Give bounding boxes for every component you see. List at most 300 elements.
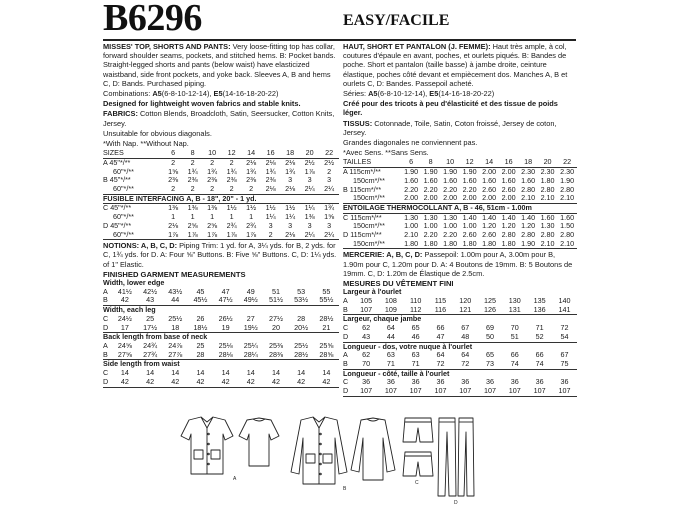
- table-cell: 2½: [304, 157, 315, 167]
- table-cell: 14: [246, 368, 255, 378]
- table-cell: 52: [527, 333, 552, 342]
- table-cell: 2.30: [560, 167, 575, 177]
- table-cell: 18½: [188, 324, 213, 333]
- table-cell: 2.00: [401, 194, 420, 203]
- size-cell: 10: [202, 149, 222, 158]
- table-cell: 1.90: [518, 240, 537, 249]
- table-cell: 2⅜: [207, 175, 218, 185]
- yardage-table: [103, 149, 339, 240]
- table-row: [343, 333, 577, 342]
- table-row: [343, 387, 577, 396]
- table-cell: 2: [261, 231, 281, 240]
- table-cell: 1.20: [521, 221, 536, 231]
- table-cell: 27⅝: [112, 351, 137, 360]
- table-cell: 14: [221, 368, 230, 378]
- table-cell: 1.60: [404, 175, 419, 185]
- size-cell: 12: [460, 158, 479, 167]
- table-cell: 2¼: [319, 185, 339, 194]
- table-cell: 20: [263, 324, 288, 333]
- combinations-label: Combinations:: [103, 89, 151, 99]
- description-title: MISSES' TOP, SHORTS AND PANTS:: [103, 42, 231, 51]
- table-cell: 107: [354, 387, 379, 396]
- table-cell: 2.20: [443, 230, 458, 240]
- table-cell: 55½: [314, 296, 339, 305]
- table-cell: 24⅝: [117, 341, 132, 350]
- table-cell: 2: [241, 185, 261, 194]
- table-cell: 14: [146, 368, 155, 378]
- table-cell: 24⅞: [168, 341, 183, 350]
- table-cell: 2.00: [440, 194, 459, 203]
- table-cell: 1⅜: [304, 212, 315, 222]
- designed-for: Designed for lightweight woven fabrics and stable knits.: [103, 99, 301, 109]
- table-cell: 2⅛: [280, 231, 300, 240]
- interfacing-heading-fr: ENTOILAGE THERMOCOLLANT A, B - 46, 51cm - 1.00m: [343, 203, 577, 213]
- table-cell: 54: [552, 333, 577, 342]
- table-cell: 2.80: [540, 184, 555, 194]
- measurement-group-title: Longueur - côté, taille à l'ourlet: [343, 368, 450, 378]
- row-label: C: [343, 377, 349, 387]
- table-cell: 3: [327, 220, 332, 230]
- table-cell: 28: [297, 313, 306, 323]
- table-cell: 2.00: [460, 194, 479, 203]
- table-cell: 1.80: [401, 240, 420, 249]
- table-cell: 42: [263, 378, 288, 387]
- table-cell: 107: [428, 387, 453, 396]
- header: [103, 0, 583, 40]
- table-cell: 20½: [289, 324, 314, 333]
- table-cell: 1.60: [423, 175, 438, 185]
- table-row: [103, 378, 339, 387]
- table-cell: 55: [322, 286, 331, 296]
- table-cell: 2.80: [521, 230, 536, 240]
- measurement-group-title: Largeur, chaque jambe: [343, 314, 422, 324]
- table-cell: 2.20: [423, 184, 438, 194]
- table-cell: 2.60: [501, 184, 516, 194]
- table-cell: 1.40: [462, 212, 477, 222]
- size-cell: 6: [401, 158, 420, 167]
- description-fr: [343, 42, 577, 88]
- table-row: [343, 240, 577, 249]
- table-cell: 24½: [117, 313, 132, 323]
- row-label: 60"*/**: [113, 212, 134, 222]
- table-cell: 2: [190, 157, 195, 167]
- table-cell: 47: [428, 333, 453, 342]
- row-label: B: [343, 306, 354, 315]
- table-cell: 1¼: [265, 212, 276, 222]
- table-cell: 120: [459, 295, 472, 305]
- table-cell: 2.20: [443, 184, 458, 194]
- table-cell: 2.10: [518, 194, 537, 203]
- table-row: [103, 213, 339, 222]
- row-label: A: [343, 295, 348, 305]
- table-cell: 25: [146, 313, 155, 323]
- table-cell: 42: [163, 378, 188, 387]
- table-cell: 51: [271, 286, 280, 296]
- row-label: 150cm*/**: [343, 194, 401, 203]
- table-cell: 64: [461, 350, 470, 360]
- table-cell: 1.90: [560, 175, 575, 185]
- table-cell: 108: [384, 295, 397, 305]
- row-label: B 45"*/**: [103, 175, 131, 185]
- row-label: D: [103, 324, 112, 333]
- table-cell: 28⅝: [314, 351, 339, 360]
- header-rule: [103, 39, 576, 41]
- table-cell: 36: [510, 377, 519, 387]
- table-cell: 46: [403, 333, 428, 342]
- view-label-b: B: [343, 486, 347, 492]
- table-cell: 2.10: [557, 194, 577, 203]
- row-label: 60"*/**: [103, 231, 163, 240]
- table-cell: 1⅜: [168, 203, 179, 213]
- table-cell: 1½: [226, 203, 237, 213]
- notions-fr: [343, 250, 577, 278]
- table-cell: 64: [436, 350, 445, 360]
- table-cell: 1¾: [226, 166, 237, 176]
- table-cell: 67: [461, 323, 470, 333]
- table-cell: 1⅞: [183, 231, 203, 240]
- table-cell: 43: [138, 296, 163, 305]
- table-cell: 2⅝: [187, 220, 198, 230]
- table-cell: 1.30: [443, 212, 458, 222]
- row-label: B 115cm*/**: [343, 184, 382, 194]
- table-cell: 70: [354, 360, 379, 369]
- table-cell: 135: [533, 295, 546, 305]
- table-cell: 2.60: [482, 230, 497, 240]
- table-cell: 14: [297, 368, 306, 378]
- table-cell: 2.80: [560, 184, 575, 194]
- row-label: C: [103, 368, 109, 378]
- table-cell: 2.80: [501, 230, 516, 240]
- table-cell: 41½: [117, 286, 132, 296]
- sizes-label-fr: TAILLES: [343, 158, 401, 167]
- table-row: [343, 360, 577, 369]
- combo-a: A5: [152, 89, 162, 99]
- table-cell: 25: [196, 341, 205, 350]
- description-body: Very loose-fitting top has collar, forward shoulder seams, pockets, and stitched hems. B: Pocket bands. Straight-legged shorts and pants (below waist) have elasticized waistband, side front pockets, and yoke back. Sleeves A, B and hems C, D: Bands. Purchased piping.: [103, 42, 336, 88]
- table-cell: 2¾: [246, 220, 257, 230]
- table-cell: 64: [386, 323, 395, 333]
- table-cell: 1⅝: [324, 212, 335, 222]
- finished-measurements-title-fr: MESURES DU VÊTEMENT FINI: [343, 279, 454, 289]
- table-cell: 1.20: [482, 221, 497, 231]
- nap-note: *With Nap. **Without Nap.: [103, 139, 189, 149]
- table-cell: 36: [411, 377, 420, 387]
- table-cell: 71: [403, 360, 428, 369]
- table-cell: 67: [560, 350, 569, 360]
- table-cell: 14: [171, 368, 180, 378]
- table-cell: 3: [307, 220, 312, 230]
- sizes-label: SIZES: [103, 149, 163, 158]
- fabrics-label: FABRICS:: [103, 109, 138, 119]
- table-cell: 2⅝: [207, 220, 218, 230]
- table-cell: 25⅛: [218, 341, 233, 350]
- table-cell: 1¾: [265, 166, 276, 176]
- description-title-fr: HAUT, SHORT ET PANTALON (J. FEMME):: [343, 42, 491, 51]
- table-cell: 43½: [168, 286, 183, 296]
- table-cell: 25½: [294, 341, 309, 350]
- table-cell: 2: [183, 185, 203, 194]
- table-cell: 1: [210, 212, 215, 222]
- table-cell: 1.20: [501, 221, 516, 231]
- table-cell: 2.80: [540, 230, 555, 240]
- row-label: C: [103, 313, 109, 323]
- notions-body-fr: Passepoil: 1.00m pour A, 3.00m pour B, 1.90m pour C, 1.20m pour D. A: 4 Boutons de 19mm. B: 5 Boutons de 19mm. C, D: 1.20m de Élastique de 2.5cm.: [343, 250, 573, 278]
- table-cell: 36: [560, 377, 569, 387]
- table-cell: 2.10: [538, 240, 557, 249]
- size-cell: 10: [440, 158, 459, 167]
- garment-illustrations: [175, 414, 475, 506]
- table-cell: 42: [138, 378, 163, 387]
- measurement-group-title: Width, lower edge: [103, 278, 165, 288]
- table-cell: 21: [314, 324, 339, 333]
- table-cell: 1½: [285, 203, 296, 213]
- table-cell: 42: [188, 378, 213, 387]
- row-label: B: [103, 296, 112, 305]
- table-cell: 141: [552, 306, 577, 315]
- table-row: [103, 204, 339, 213]
- fabrics-body-fr: Cotonnade, Toile, Satin, Coton froissé, Jersey de coton, Jersey.: [343, 118, 557, 137]
- table-cell: 71: [379, 360, 404, 369]
- row-label: D: [103, 378, 112, 387]
- fabrics-fr: [343, 119, 577, 137]
- table-cell: 1⅝: [168, 166, 179, 176]
- table-cell: 140: [558, 295, 571, 305]
- yardage-table-fr: [343, 158, 577, 249]
- size-cell: 22: [319, 149, 339, 158]
- size-cell: 20: [538, 158, 557, 167]
- table-cell: 36: [535, 377, 544, 387]
- table-cell: 2.10: [538, 194, 557, 203]
- table-cell: 42: [238, 378, 263, 387]
- table-cell: 36: [386, 377, 395, 387]
- table-cell: 107: [354, 306, 379, 315]
- table-cell: 74: [502, 360, 527, 369]
- table-cell: 2¼: [300, 231, 320, 240]
- table-cell: 107: [527, 387, 552, 396]
- table-cell: 72: [453, 360, 478, 369]
- table-cell: 110: [409, 295, 422, 305]
- table-cell: 125: [484, 295, 497, 305]
- table-cell: 36: [362, 377, 371, 387]
- table-cell: 2: [229, 157, 234, 167]
- table-cell: 2: [171, 157, 176, 167]
- description-body-fr: Haut très ample, à col, coutures d'épaule en avant, poches, et ourlets piqués. B: Bandes de poche. Short et pantalon (taille basse) à jambe droite, ceinture élastique, poches côté devant et empiècement dos. Manches A, B et ourlets C, D: Bandes. Passepoil acheté.: [343, 42, 568, 88]
- table-cell: 27½: [268, 313, 283, 323]
- table-cell: 121: [453, 306, 478, 315]
- table-cell: 25½: [168, 313, 183, 323]
- table-cell: 1½: [246, 203, 257, 213]
- combo-a-sizes-fr: (6-8-10-12-14),: [377, 89, 428, 99]
- table-cell: 130: [508, 295, 521, 305]
- table-cell: 2⅛: [280, 185, 300, 194]
- size-cell: 6: [163, 149, 183, 158]
- size-cell: 12: [222, 149, 242, 158]
- table-cell: 2¼: [319, 231, 339, 240]
- table-cell: 74: [527, 360, 552, 369]
- table-cell: 1¾: [324, 203, 335, 213]
- table-cell: 2.80: [560, 230, 575, 240]
- table-cell: 69: [486, 323, 495, 333]
- table-cell: 44: [163, 296, 188, 305]
- table-cell: 36: [486, 377, 495, 387]
- unsuitable-note: Unsuitable for obvious diagonals.: [103, 128, 212, 138]
- table-cell: 3: [288, 175, 293, 185]
- table-cell: 18: [163, 324, 188, 333]
- table-cell: 1¾: [246, 166, 257, 176]
- finished-measurements-table-fr: [343, 288, 577, 396]
- table-cell: 2.00: [421, 194, 440, 203]
- view-label-d: D: [454, 500, 458, 506]
- table-cell: 27: [246, 313, 255, 323]
- table-cell: 3: [307, 175, 312, 185]
- table-cell: 66: [510, 350, 519, 360]
- table-cell: 14: [271, 368, 280, 378]
- table-cell: 1.60: [540, 212, 555, 222]
- table-cell: 27⅞: [163, 351, 188, 360]
- table-cell: 2.00: [482, 167, 497, 177]
- row-label: D: [343, 387, 354, 396]
- table-cell: 1.00: [423, 221, 438, 231]
- row-label: C 45"*/**: [103, 203, 132, 213]
- table-cell: 1.60: [462, 175, 477, 185]
- table-cell: 44: [379, 333, 404, 342]
- table-cell: 107: [502, 387, 527, 396]
- view-label-a: A: [233, 476, 237, 482]
- table-cell: 2.20: [462, 184, 477, 194]
- table-cell: 42: [112, 296, 137, 305]
- table-cell: 1: [190, 212, 195, 222]
- table-cell: 1.00: [462, 221, 477, 231]
- table-cell: 2.00: [501, 167, 516, 177]
- view-label-c: C: [415, 480, 419, 486]
- table-cell: 2.20: [423, 230, 438, 240]
- table-cell: 1.60: [521, 175, 536, 185]
- view-a-top-back: [239, 418, 279, 466]
- table-cell: 43: [354, 333, 379, 342]
- table-cell: 26½: [218, 313, 233, 323]
- table-cell: 1.80: [440, 240, 459, 249]
- combo-e: E5: [213, 89, 223, 99]
- table-row: [103, 158, 339, 167]
- size-cell: 14: [241, 149, 261, 158]
- table-cell: 1½: [265, 203, 276, 213]
- fabrics-body: Cotton Blends, Broadcloth, Satin, Seersucker, Cotton Knits, Jersey.: [103, 109, 335, 128]
- french-column: [343, 42, 577, 397]
- table-cell: 1.30: [540, 221, 555, 231]
- table-cell: 1.00: [404, 221, 419, 231]
- table-cell: 1.40: [521, 212, 536, 222]
- table-cell: 70: [510, 323, 519, 333]
- table-cell: 1.40: [482, 212, 497, 222]
- size-cell: 18: [280, 149, 300, 158]
- table-cell: 71: [535, 323, 544, 333]
- table-cell: 65: [411, 323, 420, 333]
- table-cell: 1.60: [560, 212, 575, 222]
- view-a-top-front: [181, 417, 233, 474]
- combo-a-fr: A5: [368, 89, 378, 99]
- table-cell: 2⅜: [246, 175, 257, 185]
- size-cell: 14: [479, 158, 498, 167]
- table-cell: 51: [502, 333, 527, 342]
- table-cell: 28: [188, 351, 213, 360]
- table-cell: 2.30: [521, 167, 536, 177]
- table-cell: 1.60: [501, 175, 516, 185]
- table-cell: 1¾: [285, 166, 296, 176]
- table-cell: 2.60: [462, 230, 477, 240]
- table-cell: 19½: [238, 324, 263, 333]
- table-cell: 49: [246, 286, 255, 296]
- table-cell: 51½: [263, 296, 288, 305]
- size-cell: 20: [300, 149, 320, 158]
- table-cell: 63: [411, 350, 420, 360]
- table-cell: 1¾: [207, 166, 218, 176]
- combinations: [103, 89, 339, 98]
- table-cell: 47½: [213, 296, 238, 305]
- table-cell: 2⅛: [261, 185, 281, 194]
- notions-label-fr: MERCERIE: A, B, C, D:: [343, 250, 423, 260]
- row-label: 60"*/**: [103, 185, 163, 194]
- table-cell: 27¾: [138, 351, 163, 360]
- table-cell: 1.80: [421, 240, 440, 249]
- row-label: 150cm*/**: [353, 221, 385, 231]
- table-cell: 1¼: [285, 212, 296, 222]
- row-label: B: [103, 351, 112, 360]
- table-cell: 107: [552, 387, 577, 396]
- table-cell: 49½: [238, 296, 263, 305]
- table-cell: 72: [428, 360, 453, 369]
- notions-body: Piping Trim: 1 yd. for A, 3¼ yds. for B, 2 yds. for C, 1¾ yds. for D. A: Four ⅝" Buttons. B: Five ⅝" Buttons. C, D: 1¼ yds. of 1" Elastic.: [103, 241, 337, 269]
- table-row: [103, 231, 339, 240]
- table-cell: 116: [428, 306, 453, 315]
- table-row: [103, 176, 339, 185]
- table-cell: 1⅞: [202, 231, 222, 240]
- table-cell: 2½: [324, 157, 335, 167]
- table-cell: 2.60: [482, 184, 497, 194]
- measurement-group-title: Longueur - dos, votre nuque à l'ourlet: [343, 341, 473, 351]
- table-cell: 1.00: [443, 221, 458, 231]
- size-cell: 16: [499, 158, 518, 167]
- table-cell: 1⅞: [241, 231, 261, 240]
- unsuitable-note-fr: Grandes diagonales ne conviennent pas.: [343, 138, 478, 148]
- notions: [103, 241, 339, 269]
- finished-measurements-title: FINISHED GARMENT MEASUREMENTS: [103, 269, 246, 279]
- fabrics-label-fr: TISSUS:: [343, 118, 373, 128]
- table-cell: 3: [327, 175, 332, 185]
- combo-a-sizes: (6-8-10-12-14),: [161, 89, 212, 99]
- table-cell: 14: [322, 368, 331, 378]
- table-cell: 42: [289, 378, 314, 387]
- size-cell: 8: [421, 158, 440, 167]
- row-label: B: [343, 360, 354, 369]
- measurement-group-title: Side length from waist: [103, 359, 180, 369]
- table-cell: 14: [120, 368, 129, 378]
- row-label: A: [103, 286, 108, 296]
- table-cell: 126: [478, 306, 503, 315]
- table-cell: 24¾: [143, 341, 158, 350]
- table-cell: 28½: [289, 351, 314, 360]
- table-cell: 42: [314, 378, 339, 387]
- table-cell: 28¼: [238, 351, 263, 360]
- table-cell: 36: [461, 377, 470, 387]
- table-cell: 1⅞: [163, 231, 183, 240]
- table-cell: 2.20: [404, 184, 419, 194]
- table-cell: 107: [379, 387, 404, 396]
- table-cell: 1.60: [443, 175, 458, 185]
- table-cell: 107: [478, 387, 503, 396]
- table-cell: 136: [527, 306, 552, 315]
- table-cell: 26: [196, 313, 205, 323]
- table-cell: 2: [327, 166, 332, 176]
